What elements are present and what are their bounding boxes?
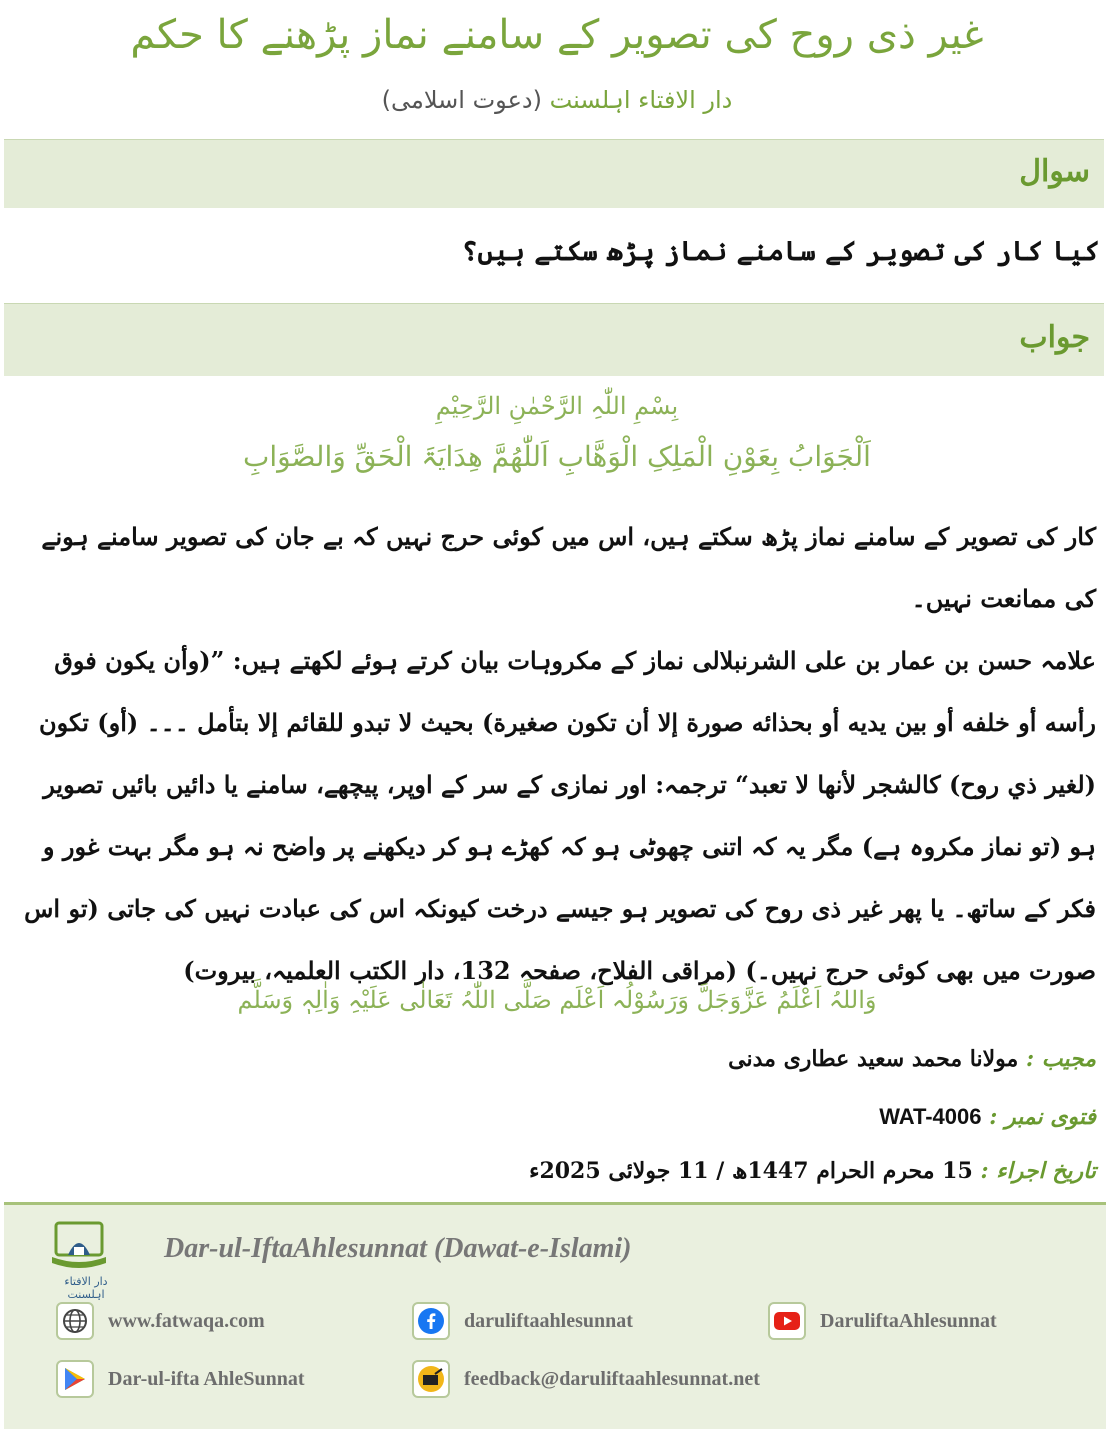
app-text: Dar-ul-ifta AhleSunnat xyxy=(108,1367,305,1390)
mujeeb-value: مولانا محمد سعید عطاری مدنی xyxy=(728,1046,1019,1072)
youtube-text: DaruliftaAhlesunnat xyxy=(820,1309,997,1332)
facebook-link[interactable] xyxy=(412,1302,633,1340)
question-band xyxy=(4,139,1104,208)
page-subtitle xyxy=(0,86,1114,114)
logo xyxy=(46,1217,126,1301)
question-label: سوال xyxy=(1019,154,1090,189)
fatwa-number: WAT-4006 xyxy=(879,1104,982,1129)
website-text: www.fatwaqa.com xyxy=(108,1309,265,1332)
email-link[interactable] xyxy=(412,1360,760,1398)
answer-band xyxy=(4,303,1104,376)
footer-brand: Dar-ul-IftaAhlesunnat (Dawat-e-Islami) xyxy=(164,1233,632,1264)
play-store-icon xyxy=(56,1360,94,1398)
email-icon xyxy=(412,1360,450,1398)
subtitle-main: دار الافتاء اہلسنت xyxy=(549,86,733,114)
closing-phrase: وَاللہُ اَعْلَمُ عَزَّوَجَلَّ وَرَسُوْلُہ اَعْلَم صَلَّی اللّٰہُ تَعَالٰی عَلَیْہِ وَاٰلِہٖ وَسَلَّم xyxy=(237,986,877,1014)
email-text: feedback@daruliftaahlesunnat.net xyxy=(464,1367,760,1390)
opening-phrase: اَلْجَوَابُ بِعَوْنِ الْمَلِکِ الْوَھَّابِ اَللّٰھُمَّ ھِدَایَۃَ الْحَقِّ وَالصَّوَابِ xyxy=(243,440,871,473)
logo-text: دار الافتاء اہلسنت xyxy=(64,1275,108,1301)
subtitle-paren: (دعوت اسلامی) xyxy=(381,86,542,114)
footer xyxy=(4,1202,1106,1429)
mujeeb-line xyxy=(728,1046,1096,1072)
fatwa-line xyxy=(879,1104,1096,1130)
date-value: 15 محرم الحرام 1447ھ / 11 جولائی 2025ء xyxy=(529,1158,973,1184)
date-line xyxy=(529,1158,1096,1184)
youtube-icon xyxy=(768,1302,806,1340)
website-link[interactable] xyxy=(56,1302,265,1340)
answer-body xyxy=(16,506,1096,1002)
answer-label: جواب xyxy=(1019,320,1090,355)
mujeeb-label: مجیب : xyxy=(1025,1046,1096,1072)
bismillah: بِسْمِ اللّٰہِ الرَّحْمٰنِ الرَّحِیْمِ xyxy=(435,392,679,420)
youtube-link[interactable] xyxy=(768,1302,997,1340)
globe-icon xyxy=(56,1302,94,1340)
fatwa-label: فتوی نمبر : xyxy=(989,1104,1096,1130)
facebook-text: daruliftaahlesunnat xyxy=(464,1309,633,1332)
facebook-icon xyxy=(412,1302,450,1340)
answer-paragraph-1: کار کی تصویر کے سامنے نماز پڑھ سکتے ہیں، اس میں کوئی حرج نہیں کہ بے جان کی تصویر سامنے ہونے کی ممانعت نہیں۔ xyxy=(41,522,1096,613)
question-text: کیا کار کی تصویر کے سامنے نماز پڑھ سکتے ہیں؟ xyxy=(461,236,1100,267)
answer-paragraph-2: علامہ حسن بن عمار بن علی الشرنبلالی نماز کے مکروہات بیان کرتے ہوئے لکھتے ہیں: ”(وأن يكون فوق رأسه أو خلفه أو بين يديه أو بحذائه صورة إلا أن تكون صغيرة) بحيث لا تبدو للقائم إلا بتأمل ۔۔۔ (أو) تكون (لغير ذي روح) كالشجر لأنها لا تعبد“ ترجمہ: اور نمازی کے سر کے اوپر، پیچھے، سامنے یا دائیں بائیں تصویر ہو (تو نماز مکروہ ہے) مگر یہ کہ اتنی چھوٹی ہو کہ کھڑے ہو کر دیکھنے پر واضح نہ ہو مگر بہت غور و فکر کے ساتھ۔ یا پھر غیر ذی روح کی تصویر ہو جیسے درخت کیونکہ اس کی عبادت نہیں کی جاتی (تو اس صورت میں بھی کوئی حرج نہیں۔) (مراقی الفلاح، صفحہ 132، دار الکتب العلمیہ، بیروت) xyxy=(24,646,1096,985)
page-title: غیر ذی روح کی تصویر کے سامنے نماز پڑھنے کا حکم xyxy=(130,12,984,58)
date-label: تاریخ اجراء : xyxy=(980,1158,1096,1184)
app-link[interactable] xyxy=(56,1360,305,1398)
